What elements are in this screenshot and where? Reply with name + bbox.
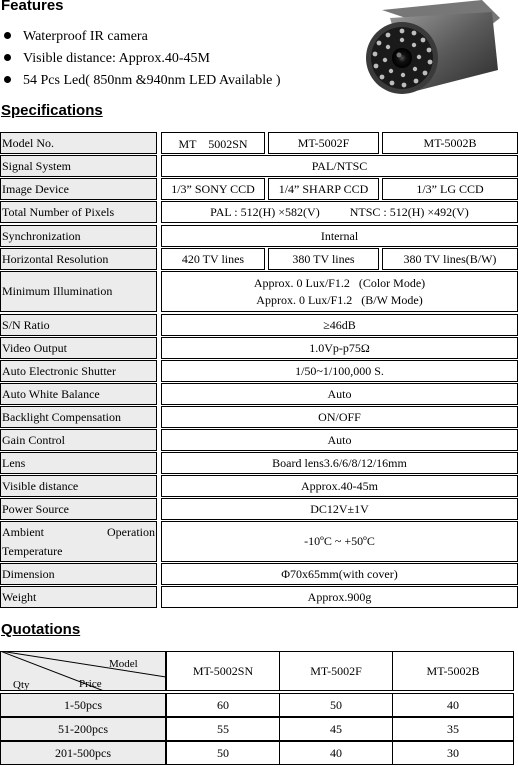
bullet-icon (4, 76, 11, 83)
cell: MT-5002F (268, 132, 379, 154)
cell (161, 271, 518, 312)
table-row (0, 248, 518, 270)
qty-cell: 51-200pcs (0, 717, 166, 741)
cell: Auto (161, 383, 518, 405)
label-part: Operation (107, 524, 155, 539)
label-part: Ambient (2, 524, 44, 539)
table-row (0, 586, 518, 608)
table-row (0, 337, 518, 359)
feature-item (4, 73, 281, 89)
table-row (0, 225, 518, 247)
table-row (0, 132, 518, 154)
bullet-icon (4, 32, 11, 39)
price-cell: 40 (392, 693, 514, 717)
row-label: Model No. (0, 132, 157, 154)
cell: 1/4” SHARP CCD (268, 178, 379, 200)
table-row (0, 383, 518, 405)
table-row (0, 406, 518, 428)
cell: MT-5002B (382, 132, 518, 154)
row-label: Weight (0, 586, 157, 608)
table-row (0, 314, 518, 336)
price-cell: 50 (279, 693, 393, 717)
table-row (0, 498, 518, 520)
row-label: Backlight Compensation (0, 406, 157, 428)
label-part: Temperature (2, 543, 63, 558)
cell: Approx.900g (161, 586, 518, 608)
table-row (0, 271, 518, 312)
row-label: Dimension (0, 563, 157, 585)
table-row (0, 360, 518, 382)
row-label: Minimum Illumination (0, 271, 157, 312)
corner-qty-label: Qty (13, 679, 30, 691)
cell: Φ70x65mm(with cover) (161, 563, 518, 585)
corner-model-label: Model (109, 658, 138, 670)
row-label: Synchronization (0, 225, 157, 247)
camera-image (352, 0, 502, 100)
row-label: Auto White Balance (0, 383, 157, 405)
cell: Auto (161, 429, 518, 451)
cell: 1/50~1/100,000 S. (161, 360, 518, 382)
table-row (0, 155, 518, 177)
row-label: Signal System (0, 155, 157, 177)
row-label: Total Number of Pixels (0, 201, 157, 223)
qty-cell: 201-500pcs (0, 741, 166, 765)
row-label: Video Output (0, 337, 157, 359)
cell: 380 TV lines (268, 248, 379, 270)
price-cell: 45 (279, 717, 393, 741)
price-cell: 50 (166, 741, 280, 765)
cell: 1/3” LG CCD (382, 178, 518, 200)
cell: 380 TV lines(B/W) (382, 248, 518, 270)
cell: ON/OFF (161, 406, 518, 428)
corner-price-label: Price (79, 678, 102, 690)
cell: Board lens3.6/6/8/12/16mm (161, 452, 518, 474)
row-label: S/N Ratio (0, 314, 157, 336)
feature-text: 54 Pcs Led( 850nm &940nm LED Available ) (23, 73, 281, 88)
cell: ≥46dB (161, 314, 518, 336)
specifications-heading: Specifications (1, 102, 103, 119)
price-cell: 35 (392, 717, 514, 741)
table-row (0, 178, 518, 200)
cell: MT 5002SN (161, 132, 265, 154)
table-row (0, 521, 518, 562)
price-cell: 60 (166, 693, 280, 717)
table-row (0, 452, 518, 474)
row-label: Image Device (0, 178, 157, 200)
cell-line: Approx. 0 Lux/F1.2 (B/W Mode) (256, 292, 423, 307)
features-heading: Features (1, 0, 64, 14)
cell: 1.0Vp-p75Ω (161, 337, 518, 359)
feature-item (4, 51, 210, 67)
corner-header (0, 651, 166, 691)
price-cell: 30 (392, 741, 514, 765)
table-row (0, 475, 518, 497)
table-row (0, 429, 518, 451)
row-label: Gain Control (0, 429, 157, 451)
qty-cell: 1-50pcs (0, 693, 166, 717)
row-label (0, 521, 157, 562)
row-label: Horizontal Resolution (0, 248, 157, 270)
cell: -10ºC ~ +50ºC (161, 521, 518, 562)
feature-item (4, 29, 148, 45)
cell: 1/3” SONY CCD (161, 178, 265, 200)
row-label: Visible distance (0, 475, 157, 497)
bullet-icon (4, 54, 11, 61)
row-label: Lens (0, 452, 157, 474)
cell: PAL/NTSC (161, 155, 518, 177)
table-row (0, 563, 518, 585)
model-header: MT-5002SN (166, 651, 280, 691)
row-label: Power Source (0, 498, 157, 520)
cell: PAL : 512(H) ×582(V) NTSC : 512(H) ×492(V) (161, 201, 518, 223)
model-header: MT-5002B (392, 651, 514, 691)
cell: 420 TV lines (161, 248, 265, 270)
quotations-heading: Quotations (1, 621, 81, 638)
cell-line: Approx. 0 Lux/F1.2 (Color Mode) (253, 275, 426, 290)
row-label: Auto Electronic Shutter (0, 360, 157, 382)
feature-text: Visible distance: Approx.40-45M (23, 51, 210, 66)
price-cell: 55 (166, 717, 280, 741)
model-header: MT-5002F (279, 651, 393, 691)
cell: DC12V±1V (161, 498, 518, 520)
price-cell: 40 (279, 741, 393, 765)
cell: Approx.40-45m (161, 475, 518, 497)
feature-text: Waterproof IR camera (23, 29, 148, 44)
table-row (0, 201, 518, 223)
cell: Internal (161, 225, 518, 247)
